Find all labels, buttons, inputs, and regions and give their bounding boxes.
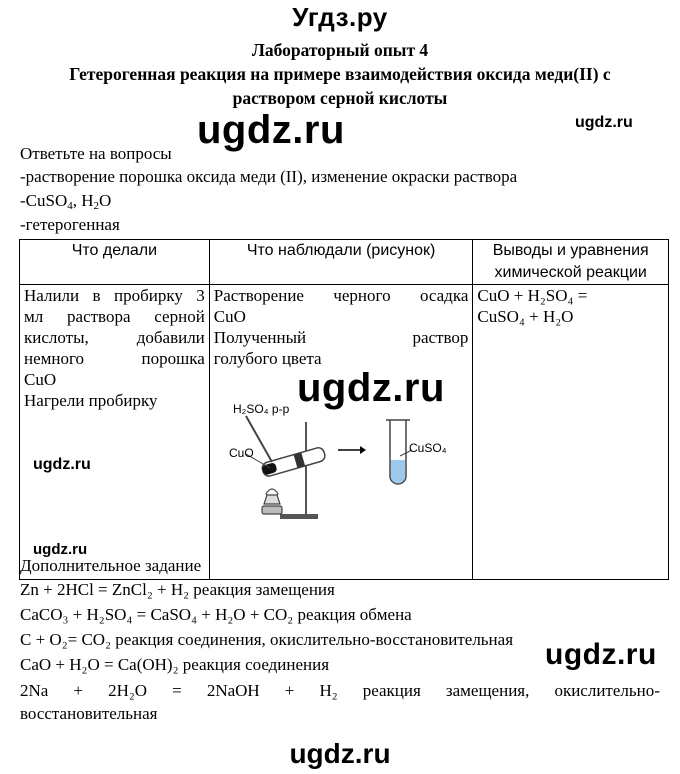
site-title: Угдз.ру xyxy=(292,2,388,32)
watermark: ugdz.ru xyxy=(197,108,345,152)
watermark: ugdz.ru xyxy=(545,638,657,671)
label-oxide: CuO xyxy=(229,446,254,460)
header-observed: Что наблюдали (рисунок) xyxy=(209,240,473,285)
watermark-small: ugdz.ru xyxy=(575,114,633,131)
extra-eq-2: CaCO₃ + H₂SO₄ = CaSO₄ + H₂O + CO₂ реакция обмена xyxy=(20,605,412,624)
answer-1: -растворение порошка оксида меди (II), изменение окраски раствора xyxy=(20,167,518,186)
extra-eq-5-cont: восстановительная xyxy=(20,704,158,723)
cell-observations: Растворение черного осадка CuO Полученный раствор голубого цвета xyxy=(209,285,473,580)
answer-3: -гетерогенная xyxy=(20,215,120,234)
label-acid: H₂SO₄ р-р xyxy=(233,402,290,416)
header-what-did: Что делали xyxy=(20,240,210,285)
watermark: ugdz.ru xyxy=(297,366,445,410)
watermark-footer: ugdz.ru xyxy=(289,738,391,769)
stand-base xyxy=(280,514,318,519)
lab-subtitle-line2: раствором серной кислоты xyxy=(232,88,448,108)
extra-eq-4: CaO + H₂O = Ca(OH)₂ реакция соединения xyxy=(20,655,330,674)
watermark-small: ugdz.ru xyxy=(33,541,88,558)
lab-subtitle-line1: Гетерогенная реакция на примере взаимодействия оксида меди(II) с xyxy=(69,64,611,84)
test-tube-result xyxy=(386,420,410,484)
label-product: CuSO₄ xyxy=(409,441,447,455)
test-tube-heated xyxy=(261,446,326,477)
header-conclusions: Выводы и уравнения химической реакции xyxy=(473,240,669,285)
lab-title: Лабораторный опыт 4 xyxy=(251,40,429,60)
cell-actions: Налили в пробирку 3 мл раствора серной кислоты, добавили немного порошка CuO Нагрели пробирку xyxy=(20,285,210,580)
extra-eq-5: 2Na + 2H₂O = 2NaOH + H₂ реакция замещения, окислительно- xyxy=(20,681,660,700)
cell-equations: CuO + H₂SO₄ = CuSO₄ + H₂O xyxy=(473,285,669,580)
extra-title: Дополнительное задание xyxy=(20,556,202,575)
watermark-small: ugdz.ru xyxy=(33,456,91,473)
answer-2: -CuSO$_4$, $H_2O$ xyxy=(20,191,112,212)
table-header-row xyxy=(20,240,669,285)
burner xyxy=(262,489,282,514)
extra-eq-1: Zn + 2HCl = ZnCl₂ + H₂ реакция замещения xyxy=(20,580,335,599)
extra-eq-3: C + O₂= CO₂ реакция соединения, окислительно-восстановительная xyxy=(20,630,514,649)
answers-title: Ответьте на вопросы xyxy=(20,144,172,163)
